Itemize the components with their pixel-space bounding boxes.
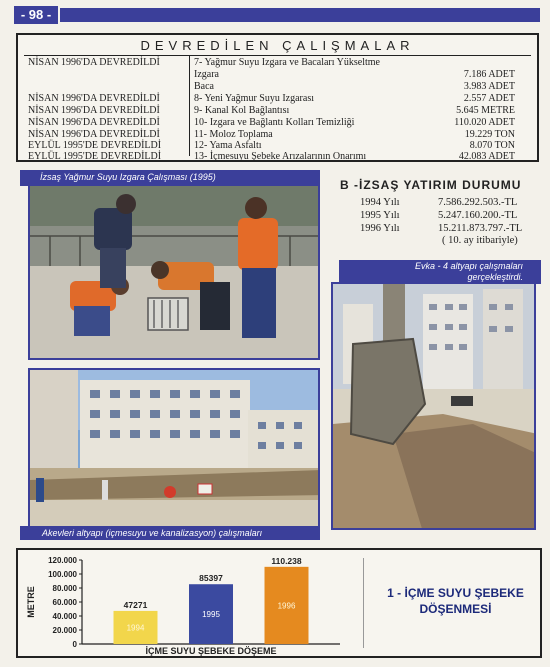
investment-year: 1995 Yılı <box>360 210 400 221</box>
y-tick-label: 0 <box>72 640 77 649</box>
investment-year: 1996 Yılı <box>360 223 400 234</box>
investment-row <box>360 210 518 221</box>
row-date: NİSAN 1996'DA DEVREDİLDİ <box>28 57 160 68</box>
photo-image <box>331 282 536 530</box>
row-work: 11- Moloz Toplama <box>194 129 273 140</box>
investment-row <box>360 223 523 234</box>
x-axis-label: İÇME SUYU ŞEBEKE DÖŞEME <box>145 646 277 656</box>
bar-value-label: 85397 <box>199 573 223 584</box>
y-tick-label: 20.000 <box>52 626 77 635</box>
investment-row <box>360 197 518 208</box>
row-amount: 2.557 ADET <box>463 93 515 104</box>
investment-value: 5.247.160.200.-TL <box>438 210 518 221</box>
bar-chart <box>20 552 360 656</box>
investment-value: 7.586.292.503.-TL <box>438 197 518 208</box>
row-amount: 7.186 ADET <box>463 69 515 80</box>
water-network-chart <box>16 548 542 658</box>
chart-side-label: 1 - İÇME SUYU ŞEBEKE DÖŞENMESİ <box>387 586 524 616</box>
row-work: 8- Yeni Yağmur Suyu Izgarası <box>194 93 314 104</box>
transferred-works-table <box>16 33 539 162</box>
table-row <box>18 151 537 162</box>
table-row <box>18 129 537 140</box>
investment-value: 15.211.873.797.-TL <box>438 223 523 234</box>
bar-category-label: 1996 <box>277 601 296 611</box>
table-title: DEVREDİLEN ÇALIŞMALAR <box>140 38 415 53</box>
row-work: 7- Yağmur Suyu Izgara ve Bacaları Yükseltme <box>194 57 380 68</box>
bar-category-label: 1994 <box>126 623 145 633</box>
row-work: 13- İçmesuyu Şebeke Arızalarının Onarımı <box>194 151 367 162</box>
y-axis-label: METRE <box>26 586 36 618</box>
row-work: 9- Kanal Kol Bağlantısı <box>194 105 290 116</box>
photo-caption: İzsaş Yağmur Suyu Izgara Çalışması (1995) <box>34 171 222 184</box>
investment-year: 1994 Yılı <box>360 197 400 208</box>
row-work: Baca <box>194 81 214 92</box>
row-amount: 8.070 TON <box>469 140 515 151</box>
row-date: NİSAN 1996'DA DEVREDİLDİ <box>28 129 160 140</box>
table-row <box>18 57 537 68</box>
row-amount: 19.229 TON <box>464 129 515 140</box>
photo-apartments <box>20 368 320 540</box>
page-header <box>0 4 550 26</box>
photo-image <box>28 184 320 360</box>
excavator-illustration <box>333 284 536 530</box>
row-amount: 5.645 METRE <box>456 105 515 116</box>
table-row <box>18 140 537 151</box>
row-amount: 3.983 ADET <box>463 81 515 92</box>
row-date: NİSAN 1996'DA DEVREDİLDİ <box>28 93 160 104</box>
table-row <box>18 69 537 80</box>
header-band <box>60 8 540 22</box>
y-tick-label: 80.000 <box>52 584 77 593</box>
investment-heading: B -İZSAŞ YATIRIM DURUMU <box>340 178 522 192</box>
investment-note: ( 10. ay itibariyle) <box>442 235 518 246</box>
row-date: EYLÜL 1995'DE DEVREDİLDİ <box>28 140 162 151</box>
y-tick-label: 40.000 <box>52 612 77 621</box>
photo-excavator <box>331 260 541 530</box>
row-amount: 110.020 ADET <box>454 117 515 128</box>
bar-value-label: 47271 <box>123 599 148 610</box>
table-row <box>18 105 537 116</box>
table-row <box>18 93 537 104</box>
row-amount: 42.083 ADET <box>458 151 515 162</box>
chart-separator <box>363 558 364 648</box>
table-row <box>18 81 537 92</box>
row-date: NİSAN 1996'DA DEVREDİLDİ <box>28 117 160 128</box>
row-date: EYLÜL 1995'DE DEVREDİLDİ <box>28 151 162 162</box>
row-date: NİSAN 1996'DA DEVREDİLDİ <box>28 105 160 116</box>
row-work: 10- Izgara ve Bağlantı Kolları Temizliği <box>194 117 355 128</box>
photo-image <box>28 368 320 528</box>
apartments-illustration <box>30 370 320 528</box>
row-work: Izgara <box>194 69 219 80</box>
y-tick-label: 100.000 <box>48 570 77 579</box>
grate-work-illustration <box>30 186 320 360</box>
page-number: - 98 - <box>14 6 58 24</box>
table-divider <box>24 55 531 56</box>
photo-grate-work <box>20 170 320 360</box>
investment-summary <box>330 175 545 255</box>
photo-caption: Evka - 4 altyapı çalışmaları gerçekleştirdi. <box>414 261 523 282</box>
bar-category-label: 1995 <box>202 610 220 620</box>
y-tick-label: 60.000 <box>52 598 77 607</box>
row-work: 12- Yama Asfaltı <box>194 140 262 151</box>
photo-caption: Akevleri altyapı (içmesuyu ve kanalizasyon) çalışmaları <box>42 528 263 538</box>
bar-value-label: 110.238 <box>271 555 302 566</box>
y-tick-label: 120.000 <box>48 556 77 565</box>
table-row <box>18 117 537 128</box>
